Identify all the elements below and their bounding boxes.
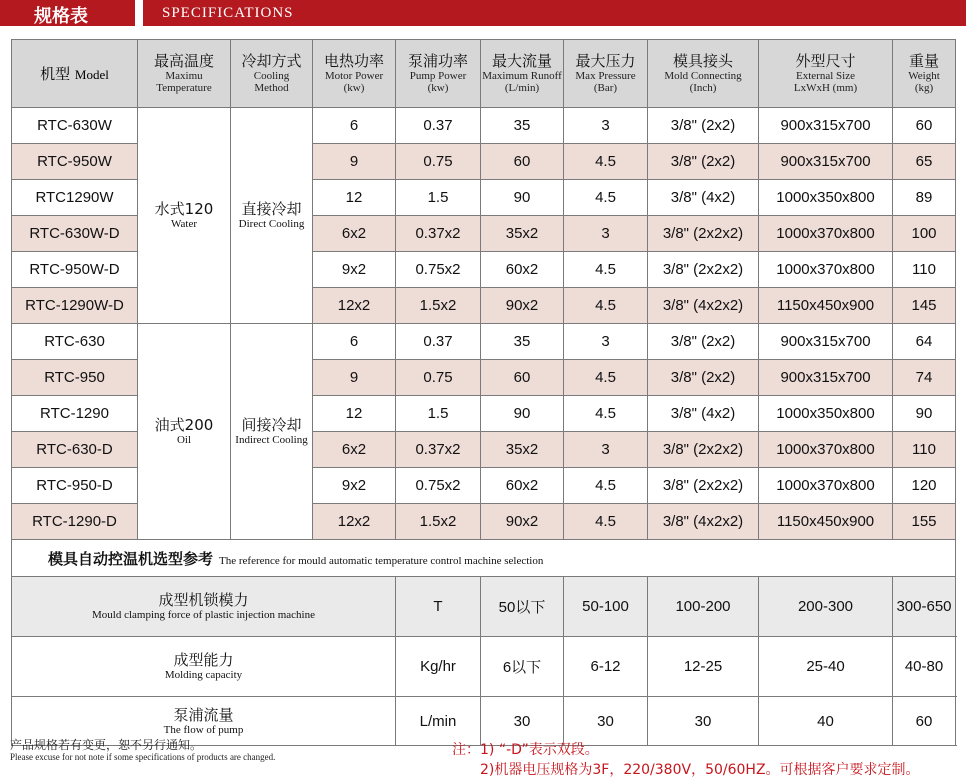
cell-weight: 110: [893, 252, 956, 288]
cell-max-runoff: 60x2: [481, 468, 564, 504]
cell-motor-power: 6x2: [313, 432, 396, 468]
cell-weight: 89: [893, 180, 956, 216]
reference-unit: L/min: [396, 697, 481, 746]
cell-weight: 145: [893, 288, 956, 324]
cooling-en: Indirect Cooling: [235, 434, 308, 446]
reference-label-en: Mould clamping force of plastic injection machine: [92, 609, 315, 621]
cell-cooling: [231, 108, 313, 324]
cell-mold-connecting: 3/8" (4x2): [648, 180, 759, 216]
cell-max-pressure: 3: [564, 324, 648, 360]
cell-model: RTC-950W-D: [12, 252, 138, 288]
cell-model: RTC-950W: [12, 144, 138, 180]
col-weight: 重量 Weight (kg): [893, 40, 956, 108]
cell-max-runoff: 90: [481, 180, 564, 216]
cell-external-size: 1000x370x800: [759, 216, 893, 252]
cell-max-runoff: 35x2: [481, 432, 564, 468]
cell-mold-connecting: 3/8" (2x2x2): [648, 252, 759, 288]
cooling-en: Direct Cooling: [238, 218, 305, 230]
reference-value: 50-100: [564, 577, 648, 637]
cell-max-pressure: 4.5: [564, 360, 648, 396]
reference-title: 模具自动控温机选型参考 The reference for mould automatic temperature control machine selection: [12, 540, 956, 577]
cell-motor-power: 9x2: [313, 252, 396, 288]
cell-max-pressure: 3: [564, 216, 648, 252]
cell-max-pressure: 4.5: [564, 288, 648, 324]
cell-external-size: 900x315x700: [759, 108, 893, 144]
cell-pump-power: 0.75: [396, 360, 481, 396]
reference-value: 200-300: [759, 577, 893, 637]
cell-mold-connecting: 3/8" (2x2x2): [648, 216, 759, 252]
cell-external-size: 1150x450x900: [759, 504, 893, 540]
reference-unit: T: [396, 577, 481, 637]
cell-max-pressure: 4.5: [564, 504, 648, 540]
cell-max-pressure: 4.5: [564, 180, 648, 216]
spec-body: [12, 108, 956, 746]
cell-model: RTC1290W: [12, 180, 138, 216]
cell-external-size: 1150x450x900: [759, 288, 893, 324]
reference-value: 60: [893, 697, 956, 746]
cell-mold-connecting: 3/8" (2x2): [648, 144, 759, 180]
cell-motor-power: 12: [313, 396, 396, 432]
spec-header-row: [12, 40, 956, 108]
col-model: 机型 Model: [12, 40, 138, 108]
reference-label-cn: 泵浦流量: [173, 705, 234, 724]
cell-max-temp: [138, 108, 231, 324]
page-title-en: SPECIFICATIONS: [162, 5, 294, 21]
cell-max-pressure: 4.5: [564, 396, 648, 432]
cell-weight: 110: [893, 432, 956, 468]
cell-motor-power: 9x2: [313, 468, 396, 504]
cell-pump-power: 0.75: [396, 144, 481, 180]
reference-value: 40: [759, 697, 893, 746]
cell-pump-power: 1.5x2: [396, 288, 481, 324]
cell-max-temp: [138, 324, 231, 540]
cell-max-runoff: 90x2: [481, 504, 564, 540]
max-temp-cn: 水式120: [154, 200, 214, 218]
disclaimer-cn: 产品规格若有变更，恕不另行通知。: [10, 738, 203, 752]
cooling-cn: 直接冷却: [241, 200, 302, 218]
cell-max-runoff: 90: [481, 396, 564, 432]
cell-max-pressure: 3: [564, 108, 648, 144]
cell-external-size: 1000x370x800: [759, 468, 893, 504]
reference-row: [12, 637, 956, 697]
cell-motor-power: 6: [313, 108, 396, 144]
col-motor-power: 电热功率 Motor Power (kw): [313, 40, 396, 108]
cell-weight: 120: [893, 468, 956, 504]
cell-weight: 90: [893, 396, 956, 432]
table-row: [12, 324, 956, 360]
reference-value: 100-200: [648, 577, 759, 637]
cell-max-pressure: 4.5: [564, 144, 648, 180]
max-temp-en: Water: [171, 218, 197, 230]
col-cooling: 冷却方式 Cooling Method: [231, 40, 313, 108]
spec-table: [11, 39, 956, 746]
cell-model: RTC-1290-D: [12, 504, 138, 540]
header-separator: [135, 0, 143, 26]
reference-label: [12, 637, 396, 697]
cell-mold-connecting: 3/8" (2x2): [648, 360, 759, 396]
cell-external-size: 1000x350x800: [759, 180, 893, 216]
cell-mold-connecting: 3/8" (4x2): [648, 396, 759, 432]
cell-mold-connecting: 3/8" (2x2x2): [648, 468, 759, 504]
col-mold-connecting: 模具接头 Mold Connecting (Inch): [648, 40, 759, 108]
cell-max-runoff: 60x2: [481, 252, 564, 288]
reference-value: 30: [648, 697, 759, 746]
reference-value: 12-25: [648, 637, 759, 697]
cell-max-runoff: 60: [481, 144, 564, 180]
col-pump-power: 泵浦功率 Pump Power (kw): [396, 40, 481, 108]
cell-pump-power: 0.37x2: [396, 432, 481, 468]
cooling-cn: 间接冷却: [241, 416, 302, 434]
cell-pump-power: 1.5: [396, 396, 481, 432]
cell-model: RTC-1290: [12, 396, 138, 432]
cell-max-runoff: 35: [481, 108, 564, 144]
cell-motor-power: 9: [313, 360, 396, 396]
col-max-temp: 最高温度 Maximu Temperature: [138, 40, 231, 108]
max-temp-cn: 油式200: [154, 416, 214, 434]
max-temp-en: Oil: [176, 434, 192, 446]
col-max-pressure: 最大压力 Max Pressure (Bar): [564, 40, 648, 108]
cell-max-pressure: 4.5: [564, 468, 648, 504]
reference-label-cn: 成型能力: [173, 651, 234, 669]
footnote-1: 注：1) “-D”表示双段。: [452, 742, 599, 758]
page-title-cn: 规格表: [34, 6, 88, 27]
cell-mold-connecting: 3/8" (2x2x2): [648, 432, 759, 468]
reference-label-cn: 成型机锁模力: [158, 591, 249, 609]
cell-pump-power: 1.5x2: [396, 504, 481, 540]
cell-model: RTC-1290W-D: [12, 288, 138, 324]
reference-value: 25-40: [759, 637, 893, 697]
cell-external-size: 900x315x700: [759, 324, 893, 360]
cell-mold-connecting: 3/8" (2x2): [648, 324, 759, 360]
cell-weight: 155: [893, 504, 956, 540]
cell-max-pressure: 4.5: [564, 252, 648, 288]
cell-motor-power: 6x2: [313, 216, 396, 252]
cell-mold-connecting: 3/8" (2x2): [648, 108, 759, 144]
footnote: [452, 740, 920, 780]
reference-label-en: The flow of pump: [163, 723, 244, 736]
cell-external-size: 1000x370x800: [759, 432, 893, 468]
cell-max-pressure: 3: [564, 432, 648, 468]
reference-value: 50以下: [481, 577, 564, 637]
cell-pump-power: 1.5: [396, 180, 481, 216]
cell-weight: 100: [893, 216, 956, 252]
cell-max-runoff: 35x2: [481, 216, 564, 252]
cell-max-runoff: 90x2: [481, 288, 564, 324]
cell-motor-power: 9: [313, 144, 396, 180]
cell-external-size: 1000x370x800: [759, 252, 893, 288]
reference-label-en: Molding capacity: [164, 669, 243, 681]
reference-value: 30: [481, 697, 564, 746]
footnote-2: 2)机器电压规格为3F，220/380V，50/60HZ。可根据客户要求定制。: [480, 762, 920, 778]
cell-motor-power: 6: [313, 324, 396, 360]
cell-weight: 64: [893, 324, 956, 360]
cell-external-size: 900x315x700: [759, 360, 893, 396]
cell-model: RTC-630: [12, 324, 138, 360]
col-external-size: 外型尺寸 External Size LxWxH (mm): [759, 40, 893, 108]
cell-max-runoff: 60: [481, 360, 564, 396]
cell-pump-power: 0.37: [396, 324, 481, 360]
cell-weight: 60: [893, 108, 956, 144]
cell-weight: 65: [893, 144, 956, 180]
cell-mold-connecting: 3/8" (4x2x2): [648, 288, 759, 324]
cell-pump-power: 0.37x2: [396, 216, 481, 252]
reference-value: 300-650: [893, 577, 956, 637]
reference-value: 30: [564, 697, 648, 746]
cell-model: RTC-630-D: [12, 432, 138, 468]
cell-model: RTC-950: [12, 360, 138, 396]
cell-weight: 74: [893, 360, 956, 396]
cell-motor-power: 12x2: [313, 504, 396, 540]
cell-max-runoff: 35: [481, 324, 564, 360]
reference-row: [12, 577, 956, 637]
header-bar: [0, 0, 966, 26]
disclaimer-note: [10, 738, 275, 763]
cell-model: RTC-950-D: [12, 468, 138, 504]
disclaimer-en: Please excuse for not note if some specifications of products are changed.: [10, 752, 276, 762]
cell-model: RTC-630W: [12, 108, 138, 144]
table-row: [12, 108, 956, 144]
reference-title-row: [12, 540, 956, 577]
cell-model: RTC-630W-D: [12, 216, 138, 252]
cell-motor-power: 12x2: [313, 288, 396, 324]
reference-unit: Kg/hr: [396, 637, 481, 697]
reference-label: [12, 577, 396, 637]
cell-pump-power: 0.75x2: [396, 252, 481, 288]
cell-external-size: 1000x350x800: [759, 396, 893, 432]
cell-motor-power: 12: [313, 180, 396, 216]
header-cn-box: [0, 0, 135, 26]
cell-pump-power: 0.37: [396, 108, 481, 144]
reference-value: 6-12: [564, 637, 648, 697]
cell-cooling: [231, 324, 313, 540]
cell-pump-power: 0.75x2: [396, 468, 481, 504]
reference-value: 40-80: [893, 637, 956, 697]
reference-value: 6以下: [481, 637, 564, 697]
cell-mold-connecting: 3/8" (4x2x2): [648, 504, 759, 540]
col-max-runoff: 最大流量 Maximum Runoff (L/min): [481, 40, 564, 108]
cell-external-size: 900x315x700: [759, 144, 893, 180]
